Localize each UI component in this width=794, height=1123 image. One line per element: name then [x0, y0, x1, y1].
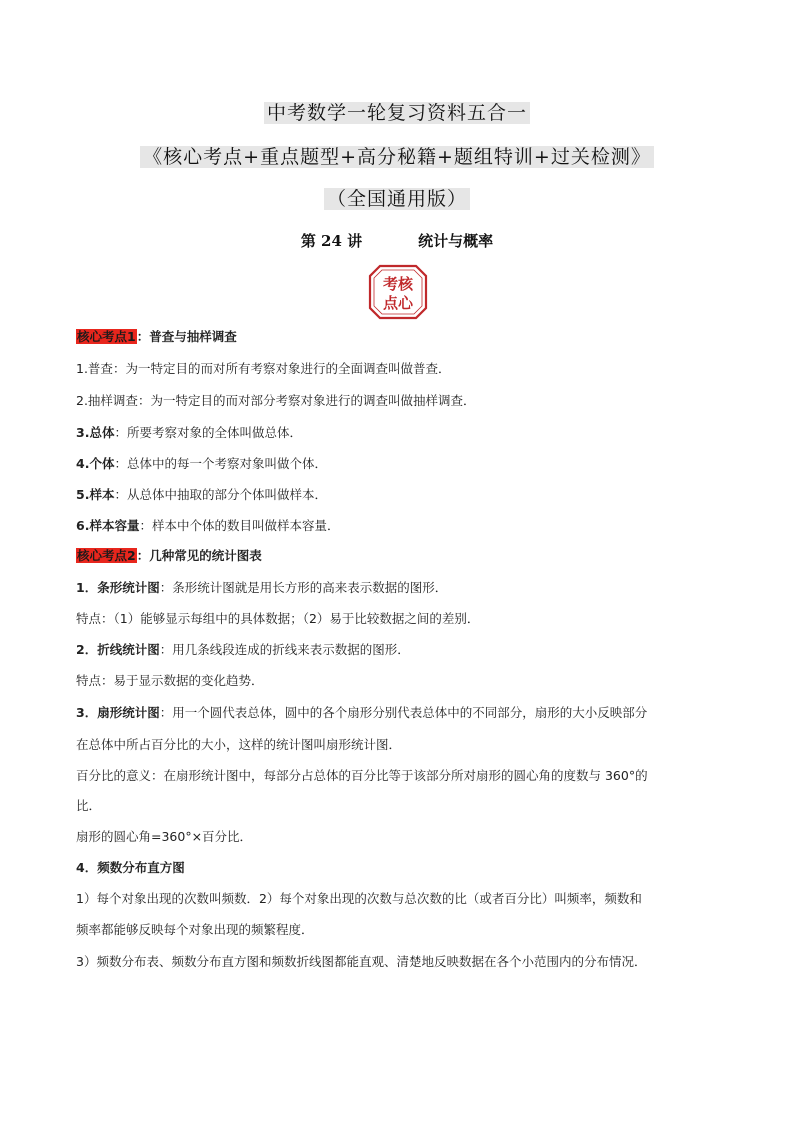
bar-chart-feature: 特点：（1）能够显示每组中的具体数据；（2）易于比较数据之间的差别．: [76, 611, 480, 626]
line-chart-definition: 2．折线统计图：用几条线段连成的折线来表示数据的图形．: [76, 642, 410, 657]
definition-item: 4.个体：总体中的每一个考察对象叫做个体．: [76, 456, 327, 471]
definition-item: 3.总体：所要考察对象的全体叫做总体．: [76, 425, 302, 440]
pie-chart-definition-cont: 在总体中所占百分比的大小，这样的统计图叫扇形统计图．: [76, 737, 402, 752]
section1-heading: 核心考点1：普查与抽样调查: [77, 329, 237, 344]
pie-chart-definition: 3．扇形统计图：用一个圆代表总体，圆中的各个扇形分别代表总体中的不同部分，扇形的大小反映部分: [76, 705, 648, 720]
doc-title: 中考数学一轮复习资料五合一: [0, 100, 794, 126]
percentage-meaning-cont: 比．: [76, 798, 102, 813]
definition-item: 1.普查：为一特定目的而对所有考察对象进行的全面调查叫做普查．: [76, 361, 451, 376]
section-tag: 核心考点1: [77, 329, 136, 344]
definition-item: 5.样本：从总体中抽取的部分个体叫做样本．: [76, 487, 327, 502]
doc-edition: （全国通用版）: [0, 186, 794, 212]
distribution-note: 3）频数分布表、频数分布直方图和频数折线图都能直观、清楚地反映数据在各个小范围内的分布情况．: [76, 954, 647, 969]
central-angle-formula: 扇形的圆心角=360°×百分比．: [76, 829, 253, 844]
chapter-heading: [0, 230, 794, 251]
bar-chart-definition: 1．条形统计图：条形统计图就是用长方形的高来表示数据的图形．: [76, 580, 448, 595]
definition-item: 6.样本容量：样本中个体的数目叫做样本容量．: [76, 518, 340, 533]
frequency-definition: 1）每个对象出现的次数叫频数．2）每个对象出现的次数与总次数的比（或者百分比）叫频率，频数和: [76, 891, 642, 906]
doc-subtitle: 《核心考点+重点题型+高分秘籍+题组特训+过关检测》: [0, 144, 794, 170]
percentage-meaning: 百分比的意义：在扇形统计图中，每部分占总体的百分比等于该部分所对扇形的圆心角的度数与 360°的: [76, 768, 648, 783]
section-tag: 核心考点2: [77, 548, 136, 563]
chapter-name: 统计与概率: [418, 232, 494, 250]
definition-item: 2.抽样调查：为一特定目的而对部分考察对象进行的调查叫做抽样调查．: [76, 393, 476, 408]
seal-text-top: 考核: [382, 275, 414, 293]
chapter-number: 第 24 讲: [300, 232, 363, 250]
seal-text-bottom: 点心: [382, 294, 414, 312]
histogram-heading: 4．频数分布直方图: [76, 860, 185, 875]
core-points-seal-icon: [368, 264, 428, 320]
section2-heading: 核心考点2：几种常见的统计图表: [77, 548, 262, 563]
line-chart-feature: 特点：易于显示数据的变化趋势．: [76, 673, 264, 688]
frequency-definition-cont: 频率都能够反映每个对象出现的频繁程度．: [76, 922, 314, 937]
